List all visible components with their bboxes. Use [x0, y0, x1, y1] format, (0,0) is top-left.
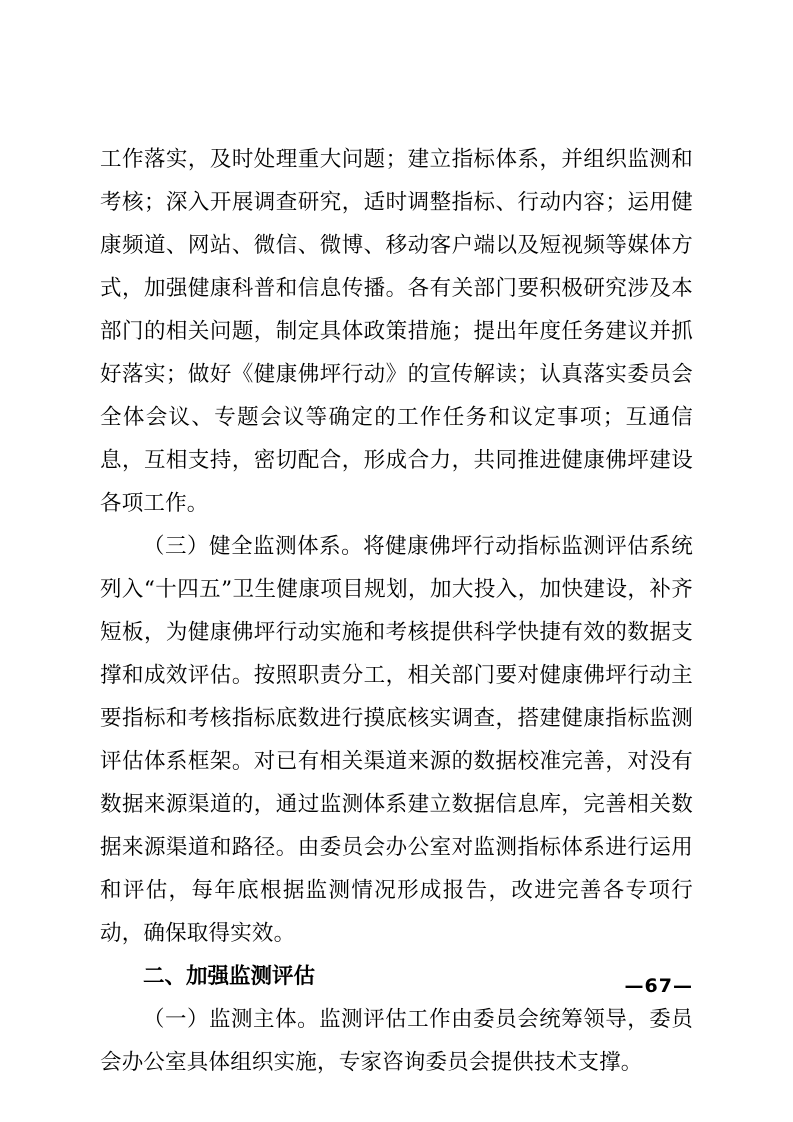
paragraph-continuation: 工作落实，及时处理重大问题；建立指标体系，并组织监测和考核；深入开展调查研究，适时调整指标、行动内容；运用健康频道、网站、微信、微博、移动客户端以及短视频等媒体方式，加强健康科普和信息传播。各有关部门要积极研究涉及本部门的相关问题，制定具体政策措施；提出年度任务建议并抓好落实；做好《健康佛坪行动》的宣传解读；认真落实委员会全体会议、专题会议等确定的工作任务和议定事项；互通信息，互相支持，密切配合，形成合力，共同推进健康佛坪建设各项工作。 [100, 147, 693, 516]
paragraph-section-three: （三）健全监测体系。将健康佛坪行动指标监测评估系统列入“十四五”卫生健康项目规划，加大投入，加快建设，补齐短板，为健康佛坪行动实施和考核提供科学快捷有效的数据支撑和成效评估。按照职责分工，相关部门要对健康佛坪行动主要指标和考核指标底数进行摸底核实调查，搭建健康指标监测评估体系框架。对已有相关渠道来源的数据校准完善，对没有数据来源渠道的，通过监测体系建立数据信息库，完善相关数据来源渠道和路径。由委员会办公室对监测指标体系进行运用和评估，每年底根据监测情况形成报告，改进完善各专项行动，确保取得实效。 [100, 534, 693, 946]
page-number: —67— [624, 975, 693, 997]
document-body [100, 138, 693, 1084]
section-heading-two: 二、加强监测评估 [143, 964, 316, 989]
paragraph-monitoring-subject: （一）监测主体。监测评估工作由委员会统筹领导，委员会办公室具体组织实施，专家咨询委员会提供技术支撑。 [100, 1007, 693, 1075]
